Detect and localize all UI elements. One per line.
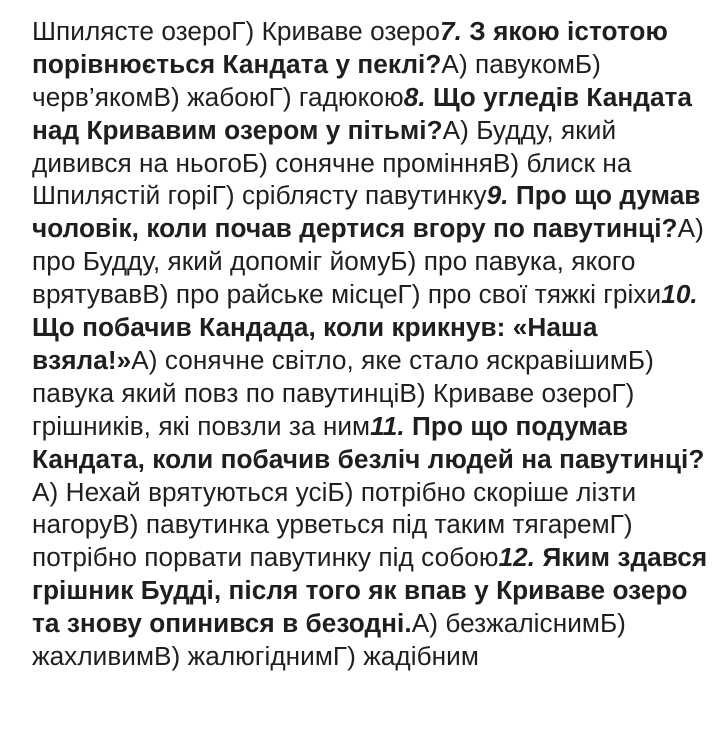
text-fragment: Шпилясте озероГ) Криваве озеро <box>32 15 441 46</box>
answers-8-part-1: А) Будду, який дивився на ньогоБ) сонячне проміння <box>32 114 617 178</box>
question-7: З якою істотою порівнюється Кандата у пеклі? <box>32 15 668 79</box>
question-number-11: 11. <box>370 410 405 441</box>
answers-12-part-1: А) безжалісним <box>411 608 600 639</box>
answers-8-part-2: В) блиск на Шпилястій горіГ) сріблясту павутинку <box>32 147 632 211</box>
cropped-top-line <box>32 0 708 15</box>
answers-12-part-2: Б) жахливимВ) жалюгіднимГ) жадібним <box>32 608 626 672</box>
answers-9: А) про Будду, який допоміг йомуБ) про павука, якого врятувавВ) про райське місцеГ) про свої тяжкі гріхи <box>32 213 704 310</box>
question-number-10: 10. <box>661 279 698 310</box>
question-11: Про що подумав Кандата, коли побачив безліч людей на павутинці? <box>32 410 705 474</box>
question-12: Яким здався грішник Будді, після того як впав у Криваве озеро та знову опинився в безодні. <box>32 542 708 639</box>
question-number-12: 12. <box>498 542 536 573</box>
answers-7: А) павукомБ) черв’якомВ) жабоюГ) гадюкою <box>32 48 601 112</box>
question-number-7: 7. <box>440 15 462 46</box>
question-number-9: 9. <box>486 180 509 211</box>
document-text <box>32 0 708 673</box>
question-number-8: 8. <box>403 81 426 112</box>
answers-10: А) сонячне світло, яке стало яскравішимБ) павука який повз по павутинціВ) Криваве озероГ) грішників, які повзли за ним <box>32 344 654 441</box>
question-10: Що побачив Кандада, коли крикнув: «Наша взяла!» <box>32 312 598 375</box>
question-9: Про що думав чоловік, коли почав дертися вгору по павутинці? <box>32 180 701 244</box>
question-8: Що угледів Кандата над Кривавим озером у пітьмі? <box>32 81 693 145</box>
answers-11: А) Нехай врятуються усіБ) потрібно скоріше лізти нагоруВ) павутинка урветься під таким тягаремГ) потрібно порвати павутинку під собою <box>32 476 637 573</box>
